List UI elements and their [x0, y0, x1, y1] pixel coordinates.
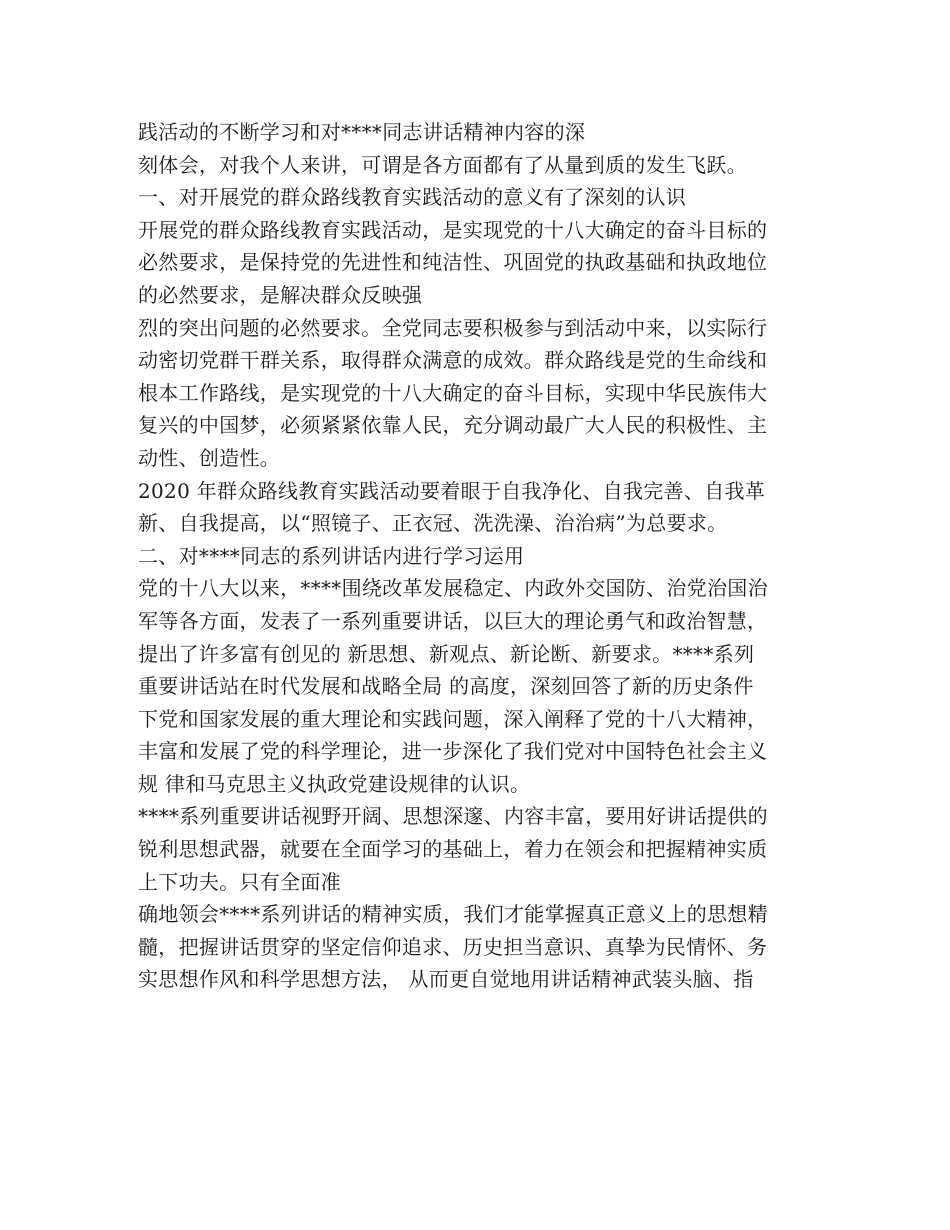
text-line: 2020 年群众路线教育实践活动要着眼于自我净化、自我完善、自我革: [138, 478, 766, 503]
section-heading: 一、对开展党的群众路线教育实践活动的意义有了深刻的认识: [138, 185, 687, 210]
text-line: 实思想作风和科学思想方法， 从而更自觉地用讲话精神武装头脑、指: [138, 967, 754, 992]
document-body: [138, 116, 818, 996]
text-line: 军等各方面，发表了一系列重要讲话，以巨大的理论勇气和政治智慧，: [138, 608, 768, 633]
text-line: 根本工作路线，是实现党的十八大确定的奋斗目标，实现中华民族伟大: [138, 380, 768, 405]
text-line: 新、自我提高，以“照镜子、正衣冠、洗洗澡、治治病”为总要求。: [138, 511, 728, 536]
text-line: 提出了许多富有创见的 新思想、新观点、新论断、新要求。****系列: [138, 641, 755, 666]
text-line: 开展党的群众路线教育实践活动，是实现党的十八大确定的奋斗目标的: [138, 217, 768, 242]
text-line: 党的十八大以来，****围绕改革发展稳定、内政外交国防、治党治国治: [138, 576, 768, 601]
text-line: 动性、创造性。: [138, 445, 281, 470]
text-line: 下党和国家发展的重大理论和实践问题，深入阐释了党的十八大精神，: [138, 706, 768, 731]
text-line: 重要讲话站在时代发展和战略全局 的高度，深刻回答了新的历史条件: [138, 674, 754, 699]
text-line: 烈的突出问题的必然要求。全党同志要积极参与到活动中来，以实际行: [138, 315, 768, 340]
text-line: ****系列重要讲话视野开阔、思想深邃、内容丰富，要用好讲话提供的: [138, 804, 768, 829]
text-line: 上下功夫。只有全面准: [138, 869, 341, 894]
text-line: 动密切党群干群关系，取得群众满意的成效。群众路线是党的生命线和: [138, 348, 768, 373]
text-line: 必然要求，是保持党的先进性和纯洁性、巩固党的执政基础和执政地位: [138, 250, 768, 275]
text-line: 刻体会，对我个人来讲，可谓是各方面都有了从量到质的发生飞跃。: [138, 152, 747, 177]
text-line: 复兴的中国梦，必须紧紧依靠人民，充分调动最广大人民的积极性、主: [138, 413, 768, 438]
text-line: 确地领会****系列讲话的精神实质，我们才能掌握真正意义上的思想精: [138, 902, 768, 927]
text-line: 丰富和发展了党的科学理论，进一步深化了我们党对中国特色社会主义: [138, 739, 768, 764]
text-line: 践活动的不断学习和对****同志讲话精神内容的深: [138, 120, 586, 144]
text-line: 的必然要求，是解决群众反映强: [138, 282, 423, 307]
text-line: 锐利思想武器，就要在全面学习的基础上，着力在领会和把握精神实质: [138, 837, 768, 862]
section-heading: 二、对****同志的系列讲话内进行学习运用: [138, 543, 525, 568]
text-line: 规 律和马克思主义执政党建设规律的认识。: [138, 771, 531, 796]
text-line: 髓，把握讲话贯穿的坚定信仰追求、历史担当意识、真挚为民情怀、务: [138, 934, 768, 959]
